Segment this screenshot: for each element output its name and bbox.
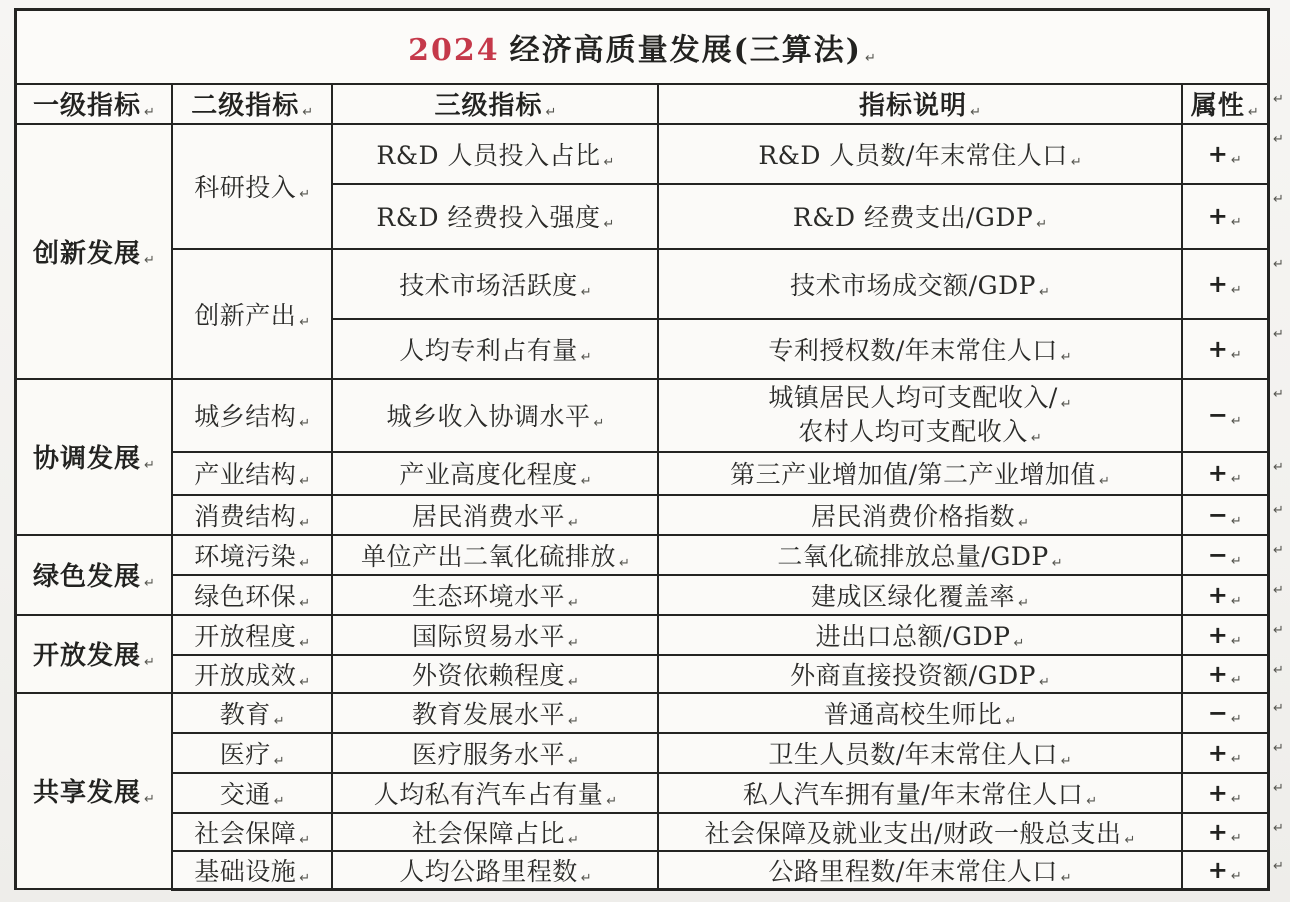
return-mark-icon: ↵	[580, 474, 592, 489]
description-cell: 建成区绿化覆盖率 ↵	[658, 575, 1181, 615]
return-mark-icon: ↵	[1005, 713, 1017, 729]
return-mark-icon: ↵	[1060, 753, 1072, 769]
table-row	[16, 851, 1289, 890]
indicator-cell: 生态环境水平 ↵	[332, 575, 658, 615]
return-mark-icon: ↵	[1230, 633, 1242, 649]
table-row	[16, 615, 1289, 655]
attribute-cell: + ↵	[1182, 452, 1269, 495]
return-mark-icon: ↵	[1018, 515, 1029, 531]
column-header-description: 指标说明 ↵	[658, 84, 1181, 124]
return-mark-icon: ↵	[1230, 553, 1242, 569]
return-mark-icon: ↵	[545, 105, 557, 120]
row-end-mark	[1268, 379, 1288, 452]
return-mark-icon: ↵	[144, 252, 155, 268]
return-mark-icon: ↵	[1272, 622, 1284, 638]
title-row	[16, 10, 1289, 84]
return-mark-icon: ↵	[299, 314, 311, 330]
row-end-mark	[1268, 813, 1288, 851]
attribute-cell: − ↵	[1182, 495, 1269, 535]
return-mark-icon: ↵	[567, 635, 579, 651]
level2-cell: 绿色环保 ↵	[172, 575, 332, 615]
description-cell: 二氧化硫排放总量/GDP ↵	[658, 535, 1181, 575]
return-mark-icon: ↵	[1036, 217, 1048, 232]
return-mark-icon: ↵	[1272, 662, 1284, 678]
attribute-cell: + ↵	[1182, 773, 1269, 813]
indicator-cell: R&D 经费投入强度 ↵	[332, 184, 658, 249]
description-cell: 技术市场成交额/GDP ↵	[658, 249, 1181, 319]
row-end-mark	[1268, 249, 1288, 319]
return-mark-icon: ↵	[299, 870, 311, 886]
return-mark-icon: ↵	[1272, 858, 1284, 874]
indicator-cell: 人均私有汽车占有量 ↵	[332, 773, 658, 813]
table-row	[16, 733, 1289, 773]
level2-cell: 交通 ↵	[172, 773, 332, 813]
indicator-cell: 技术市场活跃度 ↵	[332, 249, 658, 319]
table-row	[16, 495, 1289, 535]
return-mark-icon: ↵	[1099, 474, 1110, 489]
indicator-cell: 人均专利占有量 ↵	[332, 319, 658, 379]
row-end-mark	[1268, 851, 1288, 890]
table-row	[16, 379, 1289, 452]
return-mark-icon: ↵	[1086, 793, 1098, 809]
level1-cell: 绿色发展 ↵	[16, 535, 172, 615]
return-mark-icon: ↵	[299, 832, 311, 848]
table-row	[16, 693, 1289, 733]
return-mark-icon: ↵	[299, 674, 311, 690]
table-row	[16, 773, 1289, 813]
column-header-level3: 三级指标 ↵	[332, 84, 658, 124]
return-mark-icon: ↵	[567, 713, 579, 729]
level2-cell: 开放程度 ↵	[172, 615, 332, 655]
level1-cell: 开放发展 ↵	[16, 615, 172, 693]
return-mark-icon: ↵	[144, 655, 155, 670]
row-end-mark	[1268, 733, 1288, 773]
return-mark-icon: ↵	[864, 50, 876, 66]
row-end-mark	[1268, 773, 1288, 813]
level2-cell: 教育 ↵	[172, 693, 332, 733]
return-mark-icon: ↵	[1230, 672, 1242, 688]
level2-cell: 城乡结构 ↵	[172, 379, 332, 452]
table-title	[16, 10, 1269, 84]
attribute-cell: − ↵	[1182, 379, 1269, 452]
return-mark-icon: ↵	[603, 154, 615, 170]
return-mark-icon: ↵	[1230, 215, 1242, 230]
attribute-cell: + ↵	[1182, 733, 1269, 773]
attribute-cell: + ↵	[1182, 575, 1269, 615]
return-mark-icon: ↵	[1230, 791, 1242, 807]
description-cell: 私人汽车拥有量/年末常住人口 ↵	[658, 773, 1181, 813]
return-mark-icon: ↵	[1230, 868, 1242, 884]
level2-cell: 创新产出 ↵	[172, 249, 332, 379]
description-cell: 进出口总额/GDP ↵	[658, 615, 1181, 655]
return-mark-icon: ↵	[970, 105, 981, 120]
indicator-cell: 城乡收入协调水平 ↵	[332, 379, 658, 452]
return-mark-icon: ↵	[144, 576, 155, 591]
return-mark-icon: ↵	[299, 555, 311, 571]
level1-cell: 协调发展 ↵	[16, 379, 172, 535]
row-end-mark	[1268, 693, 1288, 733]
level2-cell: 产业结构 ↵	[172, 452, 332, 495]
return-mark-icon: ↵	[299, 595, 311, 611]
title-text: 经济高质量发展(三算法)	[509, 32, 862, 68]
level2-cell: 环境污染 ↵	[172, 535, 332, 575]
return-mark-icon: ↵	[1230, 282, 1242, 298]
level2-cell: 医疗 ↵	[172, 733, 332, 773]
return-mark-icon: ↵	[1060, 397, 1072, 413]
return-mark-icon: ↵	[299, 187, 311, 202]
return-mark-icon: ↵	[273, 753, 285, 769]
return-mark-icon: ↵	[144, 792, 155, 808]
indicator-table	[14, 8, 1290, 891]
return-mark-icon: ↵	[1038, 284, 1050, 300]
return-mark-icon: ↵	[1272, 386, 1284, 402]
return-mark-icon: ↵	[1272, 459, 1284, 475]
row-end-mark	[1268, 319, 1288, 379]
table-row	[16, 575, 1289, 615]
level2-cell: 社会保障 ↵	[172, 813, 332, 851]
return-mark-icon: ↵	[1230, 751, 1242, 767]
level2-cell: 开放成效 ↵	[172, 655, 332, 693]
return-mark-icon: ↵	[580, 870, 592, 886]
return-mark-icon: ↵	[144, 458, 155, 473]
return-mark-icon: ↵	[1038, 674, 1050, 690]
return-mark-icon: ↵	[1230, 347, 1242, 363]
level2-cell: 消费结构 ↵	[172, 495, 332, 535]
return-mark-icon: ↵	[1230, 472, 1242, 487]
indicator-cell: 教育发展水平 ↵	[332, 693, 658, 733]
return-mark-icon: ↵	[603, 217, 615, 232]
attribute-cell: + ↵	[1182, 615, 1269, 655]
indicator-cell: 单位产出二氧化硫排放 ↵	[332, 535, 658, 575]
return-mark-icon: ↵	[1230, 513, 1242, 529]
row-end-mark	[1268, 655, 1288, 693]
row-end-mark	[1268, 495, 1288, 535]
table-row	[16, 813, 1289, 851]
return-mark-icon: ↵	[580, 349, 592, 365]
indicator-cell: R&D 人员投入占比 ↵	[332, 124, 658, 184]
return-mark-icon: ↵	[1272, 820, 1284, 836]
return-mark-icon: ↵	[1230, 593, 1242, 609]
level2-cell: 科研投入 ↵	[172, 124, 332, 249]
return-mark-icon: ↵	[567, 515, 579, 531]
return-mark-icon: ↵	[1272, 542, 1284, 558]
return-mark-icon: ↵	[1272, 191, 1284, 207]
return-mark-icon: ↵	[1060, 870, 1072, 886]
return-mark-icon: ↵	[567, 753, 579, 769]
return-mark-icon: ↵	[302, 105, 314, 120]
indicator-cell: 社会保障占比 ↵	[332, 813, 658, 851]
return-mark-icon: ↵	[1272, 502, 1284, 518]
table-row	[16, 452, 1289, 495]
return-mark-icon: ↵	[1060, 349, 1072, 365]
row-end-mark	[1268, 84, 1288, 124]
indicator-cell: 医疗服务水平 ↵	[332, 733, 658, 773]
column-header-level1: 一级指标 ↵	[16, 84, 172, 124]
indicator-cell: 产业高度化程度 ↵	[332, 452, 658, 495]
indicator-cell: 国际贸易水平 ↵	[332, 615, 658, 655]
return-mark-icon: ↵	[1013, 635, 1025, 651]
level1-cell: 共享发展 ↵	[16, 693, 172, 890]
row-end-mark	[1268, 452, 1288, 495]
return-mark-icon: ↵	[299, 474, 311, 489]
description-cell: 社会保障及就业支出/财政一般总支出 ↵	[658, 813, 1181, 851]
description-cell: R&D 经费支出/GDP ↵	[658, 184, 1181, 249]
return-mark-icon: ↵	[606, 793, 618, 809]
return-mark-icon: ↵	[1018, 595, 1029, 611]
return-mark-icon: ↵	[567, 595, 579, 611]
return-mark-icon: ↵	[567, 832, 579, 848]
row-end-mark	[1268, 535, 1288, 575]
return-mark-icon: ↵	[1272, 91, 1284, 107]
return-mark-icon: ↵	[1272, 256, 1284, 272]
attribute-cell: + ↵	[1182, 319, 1269, 379]
indicator-cell: 人均公路里程数 ↵	[332, 851, 658, 890]
table-row	[16, 249, 1289, 319]
description-cell: 公路里程数/年末常住人口 ↵	[658, 851, 1181, 890]
row-end-mark	[1268, 575, 1288, 615]
return-mark-icon: ↵	[144, 105, 155, 120]
return-mark-icon: ↵	[1272, 582, 1284, 598]
title-year: 2024	[408, 32, 500, 68]
description-cell: R&D 人员数/年末常住人口 ↵	[658, 124, 1181, 184]
header-row	[16, 84, 1289, 124]
return-mark-icon: ↵	[1272, 326, 1284, 342]
table-row	[16, 655, 1289, 693]
return-mark-icon: ↵	[593, 416, 605, 431]
row-end-gutter	[1268, 10, 1288, 84]
description-cell: 第三产业增加值/第二产业增加值 ↵	[658, 452, 1181, 495]
return-mark-icon: ↵	[299, 515, 311, 531]
level1-cell: 创新发展 ↵	[16, 124, 172, 379]
return-mark-icon: ↵	[580, 284, 592, 300]
table-row	[16, 124, 1289, 184]
return-mark-icon: ↵	[1230, 830, 1242, 846]
return-mark-icon: ↵	[299, 635, 311, 651]
return-mark-icon: ↵	[299, 416, 311, 431]
description-cell: 居民消费价格指数 ↵	[658, 495, 1181, 535]
description-cell: 城镇居民人均可支配收入/ ↵ 农村人均可支配收入 ↵	[658, 379, 1181, 452]
return-mark-icon: ↵	[1124, 832, 1136, 848]
attribute-cell: + ↵	[1182, 184, 1269, 249]
attribute-cell: + ↵	[1182, 124, 1269, 184]
indicator-cell: 居民消费水平 ↵	[332, 495, 658, 535]
return-mark-icon: ↵	[1051, 555, 1063, 571]
return-mark-icon: ↵	[1247, 105, 1259, 120]
description-cell: 外商直接投资额/GDP ↵	[658, 655, 1181, 693]
attribute-cell: − ↵	[1182, 693, 1269, 733]
return-mark-icon: ↵	[1272, 740, 1284, 756]
row-end-mark	[1268, 615, 1288, 655]
return-mark-icon: ↵	[1230, 711, 1242, 727]
return-mark-icon: ↵	[1030, 431, 1042, 446]
return-mark-icon: ↵	[618, 555, 630, 571]
table-row	[16, 535, 1289, 575]
column-header-attribute: 属性 ↵	[1182, 84, 1269, 124]
attribute-cell: + ↵	[1182, 249, 1269, 319]
return-mark-icon: ↵	[273, 713, 285, 729]
description-cell: 卫生人员数/年末常住人口 ↵	[658, 733, 1181, 773]
return-mark-icon: ↵	[1070, 154, 1082, 170]
attribute-cell: + ↵	[1182, 813, 1269, 851]
attribute-cell: + ↵	[1182, 851, 1269, 890]
return-mark-icon: ↵	[1272, 131, 1284, 147]
column-header-level2: 二级指标 ↵	[172, 84, 332, 124]
description-cell: 专利授权数/年末常住人口 ↵	[658, 319, 1181, 379]
return-mark-icon: ↵	[1230, 152, 1242, 168]
return-mark-icon: ↵	[273, 793, 285, 809]
return-mark-icon: ↵	[567, 674, 579, 690]
level2-cell: 基础设施 ↵	[172, 851, 332, 890]
return-mark-icon: ↵	[1272, 780, 1284, 796]
indicator-cell: 外资依赖程度 ↵	[332, 655, 658, 693]
row-end-mark	[1268, 184, 1288, 249]
return-mark-icon: ↵	[1230, 414, 1242, 429]
row-end-mark	[1268, 124, 1288, 184]
attribute-cell: + ↵	[1182, 655, 1269, 693]
return-mark-icon: ↵	[1272, 700, 1284, 716]
attribute-cell: − ↵	[1182, 535, 1269, 575]
description-cell: 普通高校生师比 ↵	[658, 693, 1181, 733]
